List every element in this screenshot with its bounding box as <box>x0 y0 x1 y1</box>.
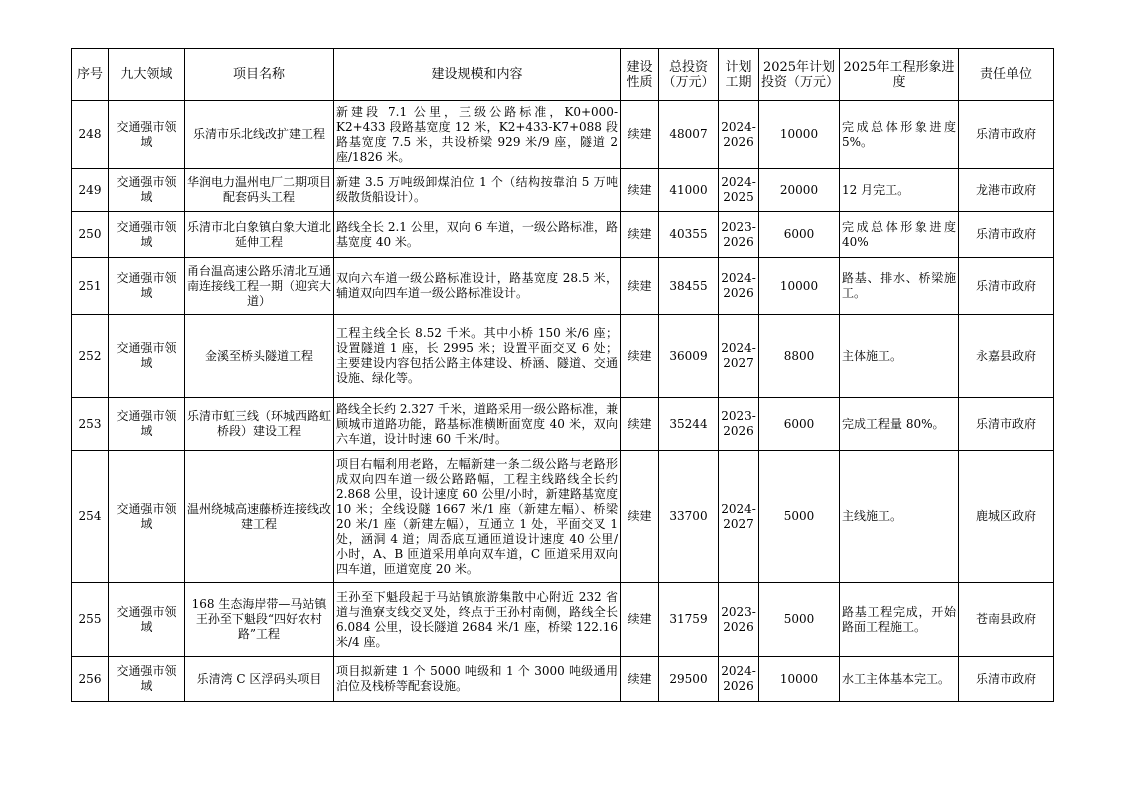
row-unit: 永嘉县政府 <box>959 315 1054 398</box>
row-nature: 续建 <box>621 398 659 451</box>
header-name: 项目名称 <box>185 49 334 101</box>
row-project-name: 金溪至桥头隧道工程 <box>185 315 334 398</box>
row-field: 交通强市领域 <box>109 315 185 398</box>
row-project-name: 乐清市乐北线改扩建工程 <box>185 101 334 169</box>
row-project-name: 168 生态海岸带—马站镇王孙至下魁段“四好农村路”工程 <box>185 583 334 657</box>
row-nature: 续建 <box>621 657 659 702</box>
header-no: 序号 <box>72 49 109 101</box>
header-plan: 2025年计划投资（万元） <box>759 49 840 101</box>
row-no: 254 <box>72 451 109 583</box>
row-unit: 鹿城区政府 <box>959 451 1054 583</box>
row-plan: 6000 <box>759 212 840 258</box>
row-project-name: 乐清市虹三线（环城西路虹桥段）建设工程 <box>185 398 334 451</box>
row-plan: 10000 <box>759 258 840 315</box>
row-invest: 33700 <box>659 451 719 583</box>
row-field: 交通强市领域 <box>109 101 185 169</box>
table-row <box>72 583 1054 657</box>
row-project-name: 温州绕城高速藤桥连接线改建工程 <box>185 451 334 583</box>
row-unit: 乐清市政府 <box>959 212 1054 258</box>
row-nature: 续建 <box>621 583 659 657</box>
row-project-name: 甬台温高速公路乐清北互通南连接线工程一期（迎宾大道） <box>185 258 334 315</box>
row-no: 252 <box>72 315 109 398</box>
row-progress: 水工主体基本完工。 <box>840 657 959 702</box>
row-unit: 乐清市政府 <box>959 258 1054 315</box>
header-unit: 责任单位 <box>959 49 1054 101</box>
row-progress: 完成工程量 80%。 <box>840 398 959 451</box>
project-table <box>71 48 1054 702</box>
header-content: 建设规模和内容 <box>334 49 621 101</box>
row-period: 2024-2027 <box>719 315 759 398</box>
row-progress: 完成总体形象进度 40% <box>840 212 959 258</box>
row-period: 2024-2026 <box>719 258 759 315</box>
header-period: 计划工期 <box>719 49 759 101</box>
row-plan: 10000 <box>759 657 840 702</box>
row-period: 2023-2026 <box>719 583 759 657</box>
row-period: 2024-2026 <box>719 101 759 169</box>
row-invest: 35244 <box>659 398 719 451</box>
row-project-name: 乐清市北白象镇白象大道北延伸工程 <box>185 212 334 258</box>
row-unit: 乐清市政府 <box>959 398 1054 451</box>
row-nature: 续建 <box>621 101 659 169</box>
row-content: 王孙至下魁段起于马站镇旅游集散中心附近 232 省道与渔寮支线交叉处，终点于王孙村南侧，路线全长 6.084 公里，设长隧道 2684 米/1 座，桥梁 122.16 米/4 座。 <box>334 583 621 657</box>
row-project-name: 华润电力温州电厂二期项目配套码头工程 <box>185 169 334 212</box>
row-invest: 41000 <box>659 169 719 212</box>
row-field: 交通强市领域 <box>109 212 185 258</box>
row-progress: 完成总体形象进度 5%。 <box>840 101 959 169</box>
table-row <box>72 258 1054 315</box>
row-invest: 36009 <box>659 315 719 398</box>
row-no: 253 <box>72 398 109 451</box>
table-row <box>72 101 1054 169</box>
table-row <box>72 212 1054 258</box>
row-field: 交通强市领域 <box>109 169 185 212</box>
row-invest: 40355 <box>659 212 719 258</box>
row-period: 2023-2026 <box>719 212 759 258</box>
row-unit: 乐清市政府 <box>959 101 1054 169</box>
row-plan: 10000 <box>759 101 840 169</box>
row-content: 双向六车道一级公路标准设计，路基宽度 28.5 米，辅道双向四车道一级公路标准设计。 <box>334 258 621 315</box>
header-row <box>72 49 1054 101</box>
row-content: 路线全长约 2.327 千米，道路采用一级公路标准，兼顾城市道路功能，路基标准横断面宽度 40 米，双向六车道，设计时速 60 千米/时。 <box>334 398 621 451</box>
row-plan: 6000 <box>759 398 840 451</box>
row-progress: 路基、排水、桥梁施工。 <box>840 258 959 315</box>
row-field: 交通强市领域 <box>109 258 185 315</box>
row-invest: 48007 <box>659 101 719 169</box>
row-field: 交通强市领域 <box>109 657 185 702</box>
row-invest: 31759 <box>659 583 719 657</box>
row-no: 256 <box>72 657 109 702</box>
row-field: 交通强市领域 <box>109 451 185 583</box>
row-nature: 续建 <box>621 169 659 212</box>
row-invest: 38455 <box>659 258 719 315</box>
table-row <box>72 169 1054 212</box>
row-invest: 29500 <box>659 657 719 702</box>
row-nature: 续建 <box>621 451 659 583</box>
row-field: 交通强市领域 <box>109 398 185 451</box>
row-plan: 5000 <box>759 451 840 583</box>
row-no: 251 <box>72 258 109 315</box>
row-field: 交通强市领域 <box>109 583 185 657</box>
row-plan: 8800 <box>759 315 840 398</box>
row-no: 249 <box>72 169 109 212</box>
row-unit: 苍南县政府 <box>959 583 1054 657</box>
row-nature: 续建 <box>621 315 659 398</box>
row-unit: 龙港市政府 <box>959 169 1054 212</box>
row-period: 2024-2027 <box>719 451 759 583</box>
row-no: 248 <box>72 101 109 169</box>
row-unit: 乐清市政府 <box>959 657 1054 702</box>
row-content: 新建段 7.1 公里，三级公路标准，K0+000-K2+433 段路基宽度 12 米，K2+433-K7+088 段路基宽度 7.5 米，共设桥梁 929 米/9 座，隧道 2 座/1826 米。 <box>334 101 621 169</box>
header-progress: 2025年工程形象进度 <box>840 49 959 101</box>
row-no: 255 <box>72 583 109 657</box>
row-progress: 主线施工。 <box>840 451 959 583</box>
row-content: 项目右幅利用老路，左幅新建一条二级公路与老路形成双向四车道一级公路路幅，工程主线路线全长约 2.868 公里，设计速度 60 公里/小时，新建路基宽度 10 米；全线设隧 1667 米/1 座（新建左幅）、桥梁 20 米/1 座（新建左幅），互通立 1 处，平面交叉 1 处，涵洞 4 道；周岙底互通匝道设计速度 40 公里/小时，A、B 匝道采用单向双车道，C 匝道采用双向四车道，匝道宽度 20 米。 <box>334 451 621 583</box>
row-plan: 20000 <box>759 169 840 212</box>
row-plan: 5000 <box>759 583 840 657</box>
row-period: 2024-2025 <box>719 169 759 212</box>
row-progress: 主体施工。 <box>840 315 959 398</box>
row-nature: 续建 <box>621 212 659 258</box>
row-nature: 续建 <box>621 258 659 315</box>
table-row <box>72 657 1054 702</box>
row-period: 2023-2026 <box>719 398 759 451</box>
table-row <box>72 315 1054 398</box>
table-row <box>72 451 1054 583</box>
row-content: 项目拟新建 1 个 5000 吨级和 1 个 3000 吨级通用泊位及栈桥等配套设施。 <box>334 657 621 702</box>
row-content: 新建 3.5 万吨级卸煤泊位 1 个（结构按靠泊 5 万吨级散货船设计）。 <box>334 169 621 212</box>
row-progress: 12 月完工。 <box>840 169 959 212</box>
row-content: 路线全长 2.1 公里，双向 6 车道，一级公路标准，路基宽度 40 米。 <box>334 212 621 258</box>
row-project-name: 乐清湾 C 区浮码头项目 <box>185 657 334 702</box>
table-row <box>72 398 1054 451</box>
row-period: 2024-2026 <box>719 657 759 702</box>
header-field: 九大领域 <box>109 49 185 101</box>
header-nature: 建设性质 <box>621 49 659 101</box>
row-no: 250 <box>72 212 109 258</box>
header-invest: 总投资（万元） <box>659 49 719 101</box>
row-content: 工程主线全长 8.52 千米。其中小桥 150 米/6 座；设置隧道 1 座，长 2995 米；设置平面交叉 6 处；主要建设内容包括公路主体建设、桥涵、隧道、交通设施、绿化等。 <box>334 315 621 398</box>
row-progress: 路基工程完成，开始路面工程施工。 <box>840 583 959 657</box>
